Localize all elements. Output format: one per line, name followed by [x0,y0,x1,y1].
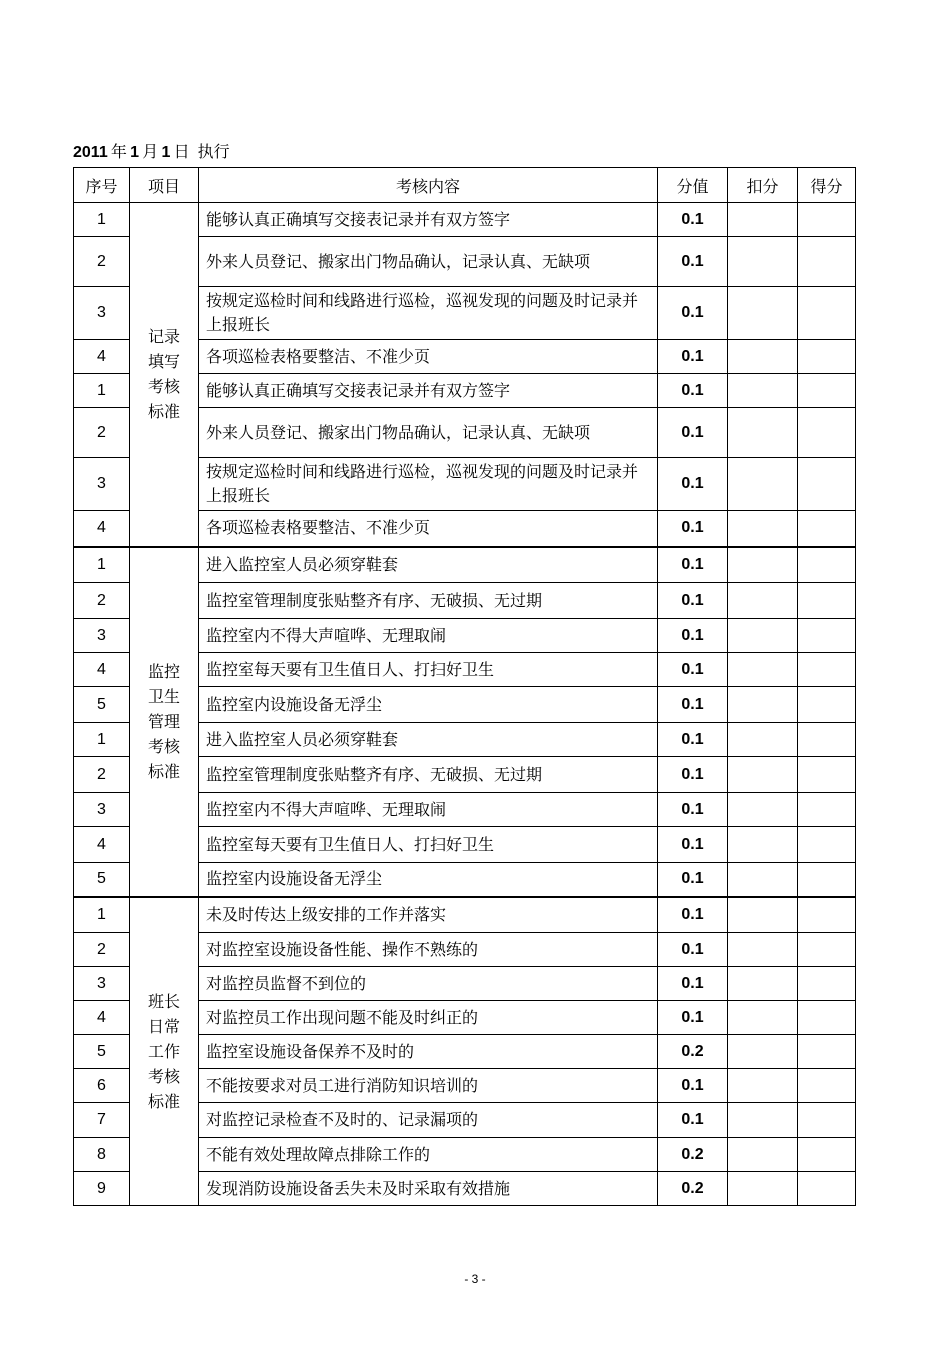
score-value: 0.1 [658,827,728,863]
row-number: 9 [74,1172,130,1206]
row-number: 4 [74,1001,130,1035]
row-number: 2 [74,583,130,619]
assessment-content: 按规定巡检时间和线路进行巡检，巡视发现的问题及时记录并上报班长 [199,287,658,340]
assessment-content: 不能有效处理故障点排除工作的 [199,1138,658,1172]
category-cell [130,203,199,547]
score-value: 0.1 [658,511,728,547]
assessment-content: 各项巡检表格要整洁、不准少页 [199,511,658,547]
gain-cell[interactable] [798,547,856,583]
score-value: 0.1 [658,287,728,340]
assessment-content: 监控室内设施设备无浮尘 [199,863,658,897]
header-score: 分值 [658,168,728,203]
assessment-content: 对监控员工作出现问题不能及时纠正的 [199,1001,658,1035]
row-number: 2 [74,757,130,793]
deduct-cell[interactable] [728,687,798,723]
date-year-unit: 年 [110,142,127,161]
gain-cell[interactable] [798,863,856,897]
page-number: - 3 - [464,1272,486,1286]
table-body [74,203,856,1206]
deduct-cell[interactable] [728,1138,798,1172]
gain-cell[interactable] [798,1103,856,1138]
row-number: 4 [74,340,130,374]
gain-cell[interactable] [798,793,856,827]
deduct-cell[interactable] [728,1172,798,1206]
score-value: 0.1 [658,1001,728,1035]
gain-cell[interactable] [798,583,856,619]
row-number: 3 [74,287,130,340]
deduct-cell[interactable] [728,757,798,793]
header-content: 考核内容 [199,168,658,203]
category-label: 班长日常工作考核标准 [147,991,180,1111]
gain-cell[interactable] [798,827,856,863]
gain-cell[interactable] [798,1069,856,1103]
assessment-content: 对监控员监督不到位的 [199,967,658,1001]
score-value: 0.1 [658,1069,728,1103]
category-label: 记录填写考核标准 [147,327,180,422]
deduct-cell[interactable] [728,374,798,408]
row-number: 1 [74,374,130,408]
row-number: 2 [74,408,130,458]
score-value: 0.1 [658,374,728,408]
gain-cell[interactable] [798,1138,856,1172]
row-number: 4 [74,827,130,863]
table-row [74,547,856,583]
assessment-content: 未及时传达上级安排的工作并落实 [199,897,658,933]
score-value: 0.1 [658,967,728,1001]
score-value: 0.1 [658,237,728,287]
deduct-cell[interactable] [728,863,798,897]
category-label: 监控卫生管理考核标准 [147,662,180,781]
deduct-cell[interactable] [728,723,798,757]
deduct-cell[interactable] [728,458,798,511]
score-value: 0.1 [658,757,728,793]
score-value: 0.2 [658,1035,728,1069]
score-value: 0.1 [658,653,728,687]
gain-cell[interactable] [798,967,856,1001]
row-number: 1 [74,547,130,583]
score-value: 0.1 [658,723,728,757]
assessment-content: 外来人员登记、搬家出门物品确认，记录认真、无缺项 [199,237,658,287]
score-value: 0.1 [658,793,728,827]
gain-cell[interactable] [798,340,856,374]
row-number: 5 [74,687,130,723]
row-number: 3 [74,967,130,1001]
date-day: 1 [161,144,171,161]
assessment-content: 各项巡检表格要整洁、不准少页 [199,340,658,374]
deduct-cell[interactable] [728,653,798,687]
date-action: 执行 [197,142,230,161]
score-value: 0.1 [658,687,728,723]
score-value: 0.2 [658,1138,728,1172]
deduct-cell[interactable] [728,340,798,374]
deduct-cell[interactable] [728,1001,798,1035]
score-value: 0.1 [658,933,728,967]
row-number: 1 [74,897,130,933]
gain-cell[interactable] [798,408,856,458]
table-row [74,897,856,933]
gain-cell[interactable] [798,287,856,340]
row-number: 4 [74,511,130,547]
gain-cell[interactable] [798,897,856,933]
row-number: 5 [74,1035,130,1069]
gain-cell[interactable] [798,511,856,547]
assessment-content: 监控室每天要有卫生值日人、打扫好卫生 [199,827,658,863]
score-value: 0.1 [658,1103,728,1138]
assessment-content: 对监控室设施设备性能、操作不熟练的 [199,933,658,967]
assessment-content: 监控室内不得大声喧哗、无理取闹 [199,793,658,827]
deduct-cell[interactable] [728,897,798,933]
row-number: 6 [74,1069,130,1103]
category-cell [130,547,199,897]
table-row [74,203,856,237]
deduct-cell[interactable] [728,1035,798,1069]
row-number: 2 [74,237,130,287]
assessment-content: 监控室内设施设备无浮尘 [199,687,658,723]
deduct-cell[interactable] [728,827,798,863]
row-number: 1 [74,203,130,237]
gain-cell[interactable] [798,1035,856,1069]
gain-cell[interactable] [798,1001,856,1035]
score-value: 0.1 [658,340,728,374]
gain-cell[interactable] [798,203,856,237]
gain-cell[interactable] [798,933,856,967]
deduct-cell[interactable] [728,408,798,458]
row-number: 8 [74,1138,130,1172]
score-value: 0.1 [658,619,728,653]
deduct-cell[interactable] [728,547,798,583]
score-value: 0.1 [658,583,728,619]
gain-cell[interactable] [798,1172,856,1206]
row-number: 3 [74,793,130,827]
row-number: 2 [74,933,130,967]
header-no: 序号 [74,168,130,203]
gain-cell[interactable] [798,723,856,757]
deduct-cell[interactable] [728,793,798,827]
row-number: 3 [74,619,130,653]
gain-cell[interactable] [798,374,856,408]
date-month-unit: 月 [142,142,159,161]
date-year: 2011 [73,144,108,161]
assessment-content: 监控室设施设备保养不及时的 [199,1035,658,1069]
gain-cell[interactable] [798,653,856,687]
assessment-content: 进入监控室人员必须穿鞋套 [199,547,658,583]
score-value: 0.1 [658,863,728,897]
deduct-cell[interactable] [728,967,798,1001]
assessment-content: 外来人员登记、搬家出门物品确认，记录认真、无缺项 [199,408,658,458]
deduct-cell[interactable] [728,1103,798,1138]
category-cell [130,897,199,1206]
row-number: 5 [74,863,130,897]
assessment-content: 监控室管理制度张贴整齐有序、无破损、无过期 [199,757,658,793]
score-value: 0.1 [658,458,728,511]
deduct-cell[interactable] [728,511,798,547]
assessment-content: 能够认真正确填写交接表记录并有双方签字 [199,374,658,408]
score-value: 0.1 [658,547,728,583]
header-item: 项目 [130,168,199,203]
assessment-table [73,167,856,1206]
table-header-row [74,168,856,203]
row-number: 1 [74,723,130,757]
execution-date [73,142,230,163]
gain-cell[interactable] [798,458,856,511]
score-value: 0.1 [658,897,728,933]
score-value: 0.2 [658,1172,728,1206]
row-number: 7 [74,1103,130,1138]
deduct-cell[interactable] [728,619,798,653]
assessment-content: 按规定巡检时间和线路进行巡检，巡视发现的问题及时记录并上报班长 [199,458,658,511]
gain-cell[interactable] [798,237,856,287]
assessment-content: 不能按要求对员工进行消防知识培训的 [199,1069,658,1103]
assessment-content: 进入监控室人员必须穿鞋套 [199,723,658,757]
date-month: 1 [130,144,140,161]
assessment-content: 监控室管理制度张贴整齐有序、无破损、无过期 [199,583,658,619]
assessment-content: 对监控记录检查不及时的、记录漏项的 [199,1103,658,1138]
gain-cell[interactable] [798,757,856,793]
row-number: 3 [74,458,130,511]
deduct-cell[interactable] [728,933,798,967]
gain-cell[interactable] [798,687,856,723]
header-deduct: 扣分 [728,168,798,203]
assessment-content: 发现消防设施设备丢失未及时采取有效措施 [199,1172,658,1206]
deduct-cell[interactable] [728,287,798,340]
deduct-cell[interactable] [728,237,798,287]
deduct-cell[interactable] [728,583,798,619]
score-value: 0.1 [658,203,728,237]
score-value: 0.1 [658,408,728,458]
row-number: 4 [74,653,130,687]
header-gain: 得分 [798,168,856,203]
deduct-cell[interactable] [728,203,798,237]
deduct-cell[interactable] [728,1069,798,1103]
assessment-content: 监控室内不得大声喧哗、无理取闹 [199,619,658,653]
assessment-content: 能够认真正确填写交接表记录并有双方签字 [199,203,658,237]
assessment-content: 监控室每天要有卫生值日人、打扫好卫生 [199,653,658,687]
gain-cell[interactable] [798,619,856,653]
date-day-unit: 日 [173,142,190,161]
